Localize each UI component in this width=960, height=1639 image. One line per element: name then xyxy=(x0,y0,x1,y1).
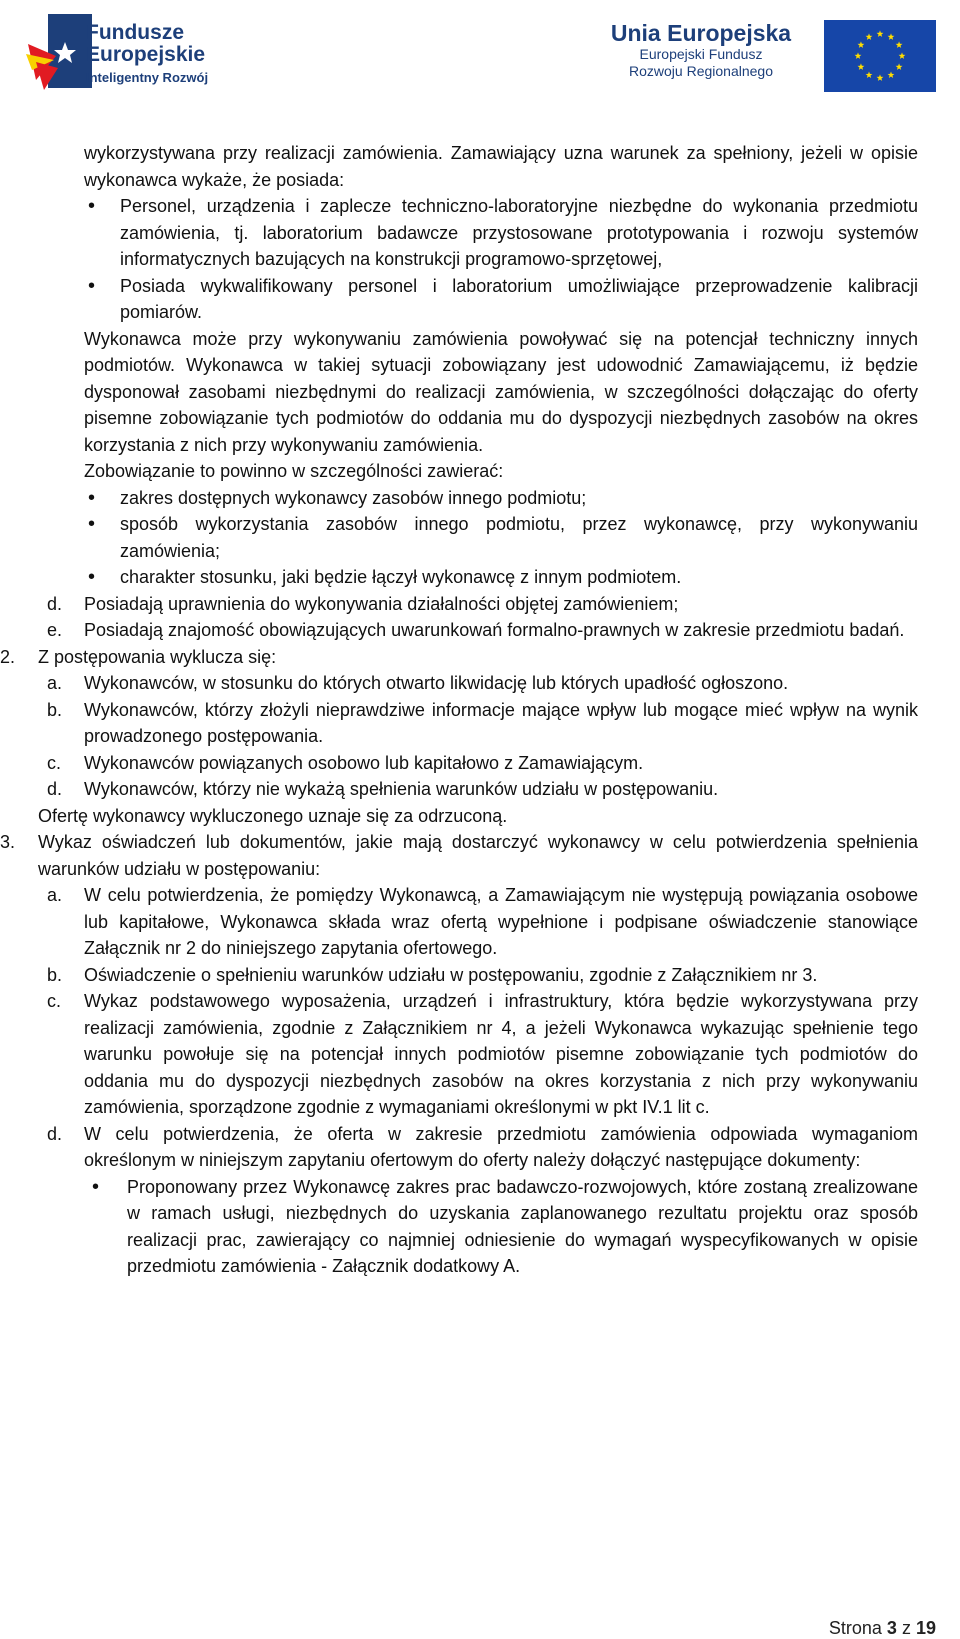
eu-flag-icon xyxy=(824,20,936,92)
ue-logo-title: Unia Europejska xyxy=(610,20,792,46)
unia-europejska-logo xyxy=(610,14,936,92)
current-page: 3 xyxy=(886,1618,897,1638)
section-title: Z postępowania wyklucza się: xyxy=(38,646,277,667)
list-item-text: W celu potwierdzenia, że oferta w zakresie przedmiotu zamówienia odpowiada wymaganiom określonym w niniejszym zapytaniu ofertowym do oferty należy dołączyć następujące dokumenty: xyxy=(84,1123,918,1170)
list-item-text: Wykonawców, którzy złożyli nieprawdziwe informacje mające wpływ lub mogące mieć wpływ na wynik prowadzonego postępowania. xyxy=(84,699,918,746)
page-label: Strona xyxy=(828,1618,882,1638)
bullet-item: • Posiada wykwalifikowany personel i laboratorium umożliwiające przeprowadzenie kalibracji pomiarów. xyxy=(120,273,918,326)
list-marker: b. xyxy=(47,699,63,720)
list-item xyxy=(47,988,918,1121)
bullet-item: • charakter stosunku, jaki będzie łączył wykonawcę z innym podmiotem. xyxy=(120,564,918,591)
list-item-text: Posiadają uprawnienia do wykonywania działalności objętej zamówieniem; xyxy=(84,593,679,614)
ue-logo-sub2: Rozwoju Regionalnego xyxy=(629,63,773,79)
list-item-text: Wykaz podstawowego wyposażenia, urządzeń i infrastruktury, która będzie wykorzystywana przy realizacji zamówienia, zgodnie z Załącznikiem nr 4, a jeżeli Wykonawca wykazując spełnienie tego warunku powołuje się na potencjał innych podmiotów pisemne zobowiązanie tych podmiotów do oddania mu do dyspozycji niezbędnych zasobów na okres korzystania z nich przy wykonywaniu zamówienia, sporządzone zgodnie z wymaganiami określonymi w pkt IV.1 lit c. xyxy=(84,991,918,1117)
list-marker: a. xyxy=(47,673,63,693)
list-item-text: W celu potwierdzenia, że pomiędzy Wykonawcą, a Zamawiającym nie występują powiązania osobowe lub kapitałowe, Wykonawca składa wraz ofertą wypełnione i podpisane oświadczenie stanowiące Załącznik nr 2 do niniejszego zapytania ofertowego. xyxy=(84,885,918,958)
section-heading xyxy=(0,829,918,882)
page-number xyxy=(829,1618,936,1639)
section-number: 2. xyxy=(0,646,16,667)
fundusze-europejskie-star-icon xyxy=(26,10,94,92)
paragraph: Wykonawca może przy wykonywaniu zamówienia powoływać się na potencjał techniczny innych podmiotów. Wykonawca w takiej sytuacji zobowiązany jest udowodnić Zamawiającemu, iż będzie dysponował zasobami niezbędnymi do realizacji zamówienia, w szczególności dołączając do oferty pisemne zobowiązanie tych podmiotów do oddania mu do dyspozycji niezbędnych zasobów na okres korzystania z nich przy wykonywaniu zamówienia. xyxy=(84,328,918,455)
list-marker: c. xyxy=(47,752,62,773)
list-item-text: Posiadają znajomość obowiązujących uwarunkowań formalno-prawnych w zakresie przedmiotu badań. xyxy=(84,620,905,640)
fe-logo-line3: Inteligentny Rozwój xyxy=(86,70,209,85)
fe-logo-line2: Europejskie xyxy=(86,43,206,66)
list-item xyxy=(47,962,918,989)
list-item xyxy=(47,670,918,697)
list-item xyxy=(47,617,918,644)
list-item-text: Wykonawców, którzy nie wykażą spełnienia warunków udziału w postępowaniu. xyxy=(84,779,719,799)
list-item-text: Oświadczenie o spełnieniu warunków udziału w postępowaniu, zgodnie z Załącznikiem nr 3. xyxy=(84,964,818,985)
page-separator: z xyxy=(901,1618,911,1638)
section-number: 3. xyxy=(0,832,16,852)
list-item xyxy=(47,1121,918,1174)
paragraph: Zobowiązanie to powinno w szczególności zawierać: xyxy=(84,461,504,481)
list-item xyxy=(47,697,918,750)
list-marker: d. xyxy=(47,1123,63,1144)
list-item-text: Wykonawców, w stosunku do których otwarto likwidację lub których upadłość ogłoszono. xyxy=(84,673,789,693)
paragraph: Ofertę wykonawcy wykluczonego uznaje się za odrzuconą. xyxy=(38,805,508,826)
list-item xyxy=(47,776,918,803)
fe-logo-line1: Fundusze xyxy=(86,21,184,44)
list-marker: c. xyxy=(47,991,62,1011)
document-body xyxy=(0,140,960,1280)
section-title: Wykaz oświadczeń lub dokumentów, jakie mają dostarczyć wykonawcy w celu potwierdzenia spełnienia warunków udziału w postępowaniu: xyxy=(38,832,918,879)
list-marker: b. xyxy=(47,964,63,985)
bullet-item: • sposób wykorzystania zasobów innego podmiotu, przez wykonawcę, przy wykonywaniu zamówienia; xyxy=(120,511,918,564)
list-marker: e. xyxy=(47,620,63,640)
section-heading xyxy=(0,644,918,671)
fundusze-europejskie-logo xyxy=(26,10,246,92)
list-item xyxy=(47,882,918,962)
list-marker: d. xyxy=(47,593,63,614)
paragraph: wykorzystywana przy realizacji zamówienia. Zamawiający uzna warunek za spełniony, jeżeli w opisie wykonawca wykaże, że posiada: xyxy=(84,143,918,190)
list-marker: d. xyxy=(47,779,63,799)
list-item xyxy=(47,591,918,618)
bullet-item: • Personel, urządzenia i zaplecze techniczno-laboratoryjne niezbędne do wykonania przedmiotu zamówienia, tj. laboratorium badawcze przystosowane prototypowania i rozwoju systemów informatycznych bazujących na konstrukcji programowo-sprzętowej, xyxy=(120,193,918,273)
list-item-text: Wykonawców powiązanych osobowo lub kapitałowo z Zamawiającym. xyxy=(84,752,644,773)
bullet-item: • zakres dostępnych wykonawcy zasobów innego podmiotu; xyxy=(120,485,918,512)
list-marker: a. xyxy=(47,885,63,905)
ue-logo-sub1: Europejski Fundusz xyxy=(639,46,763,62)
total-pages: 19 xyxy=(915,1618,936,1638)
bullet-item: • Proponowany przez Wykonawcę zakres prac badawczo-rozwojowych, które zostaną zrealizowane w ramach usługi, niezbędnych do uzyskania zaplanowanego rezultatu projektu oraz sposób realizacji prac, zawierający co najmniej odniesienie do wymagań wyspecyfikowanych w opisie przedmiotu zamówienia - Załącznik dodatkowy A. xyxy=(127,1174,918,1280)
list-item xyxy=(47,750,918,777)
